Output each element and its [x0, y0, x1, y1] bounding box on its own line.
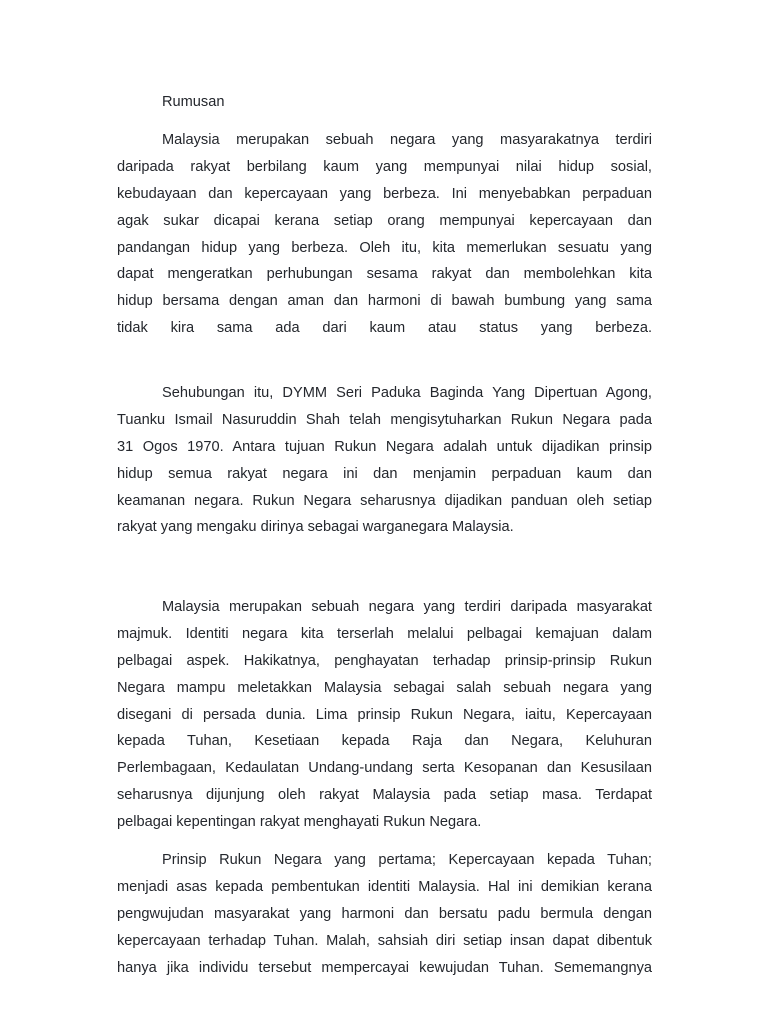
paragraph-line: pelbagai kepentingan rakyat menghayati Rukun Negara. — [117, 814, 482, 831]
paragraph-line: Prinsip Rukun Negara yang pertama; Kepercayaan kepada Tuhan; — [162, 852, 652, 868]
paragraph-line: kepada Tuhan, Kesetiaan kepada Raja dan Negara, Keluhuran — [117, 733, 652, 750]
paragraph-line: dapat mengeratkan perhubungan sesama rakyat dan membolehkan kita — [117, 266, 652, 283]
paragraph-2 — [117, 380, 652, 541]
paragraph-line: Negara mampu meletakkan Malaysia sebagai salah sebuah negara yang — [117, 679, 652, 696]
paragraph-line: hanya jika individu tersebut mempercayai kewujudan Tuhan. Sememangnya — [117, 959, 652, 976]
paragraph-line: Tuanku Ismail Nasuruddin Shah telah mengisytuharkan Rukun Negara pada — [117, 411, 652, 428]
paragraph-line: Perlembagaan, Kedaulatan Undang-undang serta Kesopanan dan Kesusilaan — [117, 760, 652, 777]
paragraph-line: seharusnya dijunjung oleh rakyat Malaysia pada setiap masa. Terdapat — [117, 787, 652, 804]
paragraph-line: kebudayaan dan kepercayaan yang berbeza. Ini menyebabkan perpaduan — [117, 185, 652, 202]
paragraph-line: pelbagai aspek. Hakikatnya, penghayatan terhadap prinsip-prinsip Rukun — [117, 652, 652, 669]
paragraph-line: Malaysia merupakan sebuah negara yang masyarakatnya terdiri — [162, 132, 652, 148]
paragraph-line: rakyat yang mengaku dirinya sebagai warganegara Malaysia. — [117, 519, 514, 536]
paragraph-1 — [117, 127, 652, 342]
paragraph-line: hidup bersama dengan aman dan harmoni di bawah bumbung yang sama — [117, 293, 652, 310]
paragraph-line: 31 Ogos 1970. Antara tujuan Rukun Negara adalah untuk dijadikan prinsip — [117, 438, 652, 455]
paragraph-line: Malaysia merupakan sebuah negara yang terdiri daripada masyarakat — [162, 599, 652, 615]
paragraph-line: Sehubungan itu, DYMM Seri Paduka Baginda Yang Dipertuan Agong, — [162, 385, 652, 401]
paragraph-line: kepercayaan terhadap Tuhan. Malah, sahsiah diri setiap insan dapat dibentuk — [117, 932, 652, 949]
paragraph-line: disegani di persada dunia. Lima prinsip Rukun Negara, iaitu, Kepercayaan — [117, 706, 652, 723]
paragraph-line: menjadi asas kepada pembentukan identiti Malaysia. Hal ini demikian kerana — [117, 878, 652, 895]
paragraph-4 — [117, 847, 652, 981]
paragraph-line: agak sukar dicapai kerana setiap orang mempunyai kepercayaan dan — [117, 212, 652, 229]
paragraph-line: hidup semua rakyat negara ini dan menjamin perpaduan kaum dan — [117, 465, 652, 482]
section-heading: Rumusan — [162, 94, 225, 110]
paragraph-line: pengwujudan masyarakat yang harmoni dan bersatu padu bermula dengan — [117, 905, 652, 922]
paragraph-line: tidak kira sama ada dari kaum atau status yang berbeza. — [117, 320, 652, 337]
paragraph-line: daripada rakyat berbilang kaum yang mempunyai nilai hidup sosial, — [117, 158, 652, 175]
paragraph-line: majmuk. Identiti negara kita terserlah melalui pelbagai kemajuan dalam — [117, 625, 652, 642]
paragraph-line: keamanan negara. Rukun Negara seharusnya dijadikan panduan oleh setiap — [117, 492, 652, 509]
paragraph-3 — [117, 594, 652, 836]
paragraph-line: pandangan hidup yang berbeza. Oleh itu, kita memerlukan sesuatu yang — [117, 239, 652, 256]
